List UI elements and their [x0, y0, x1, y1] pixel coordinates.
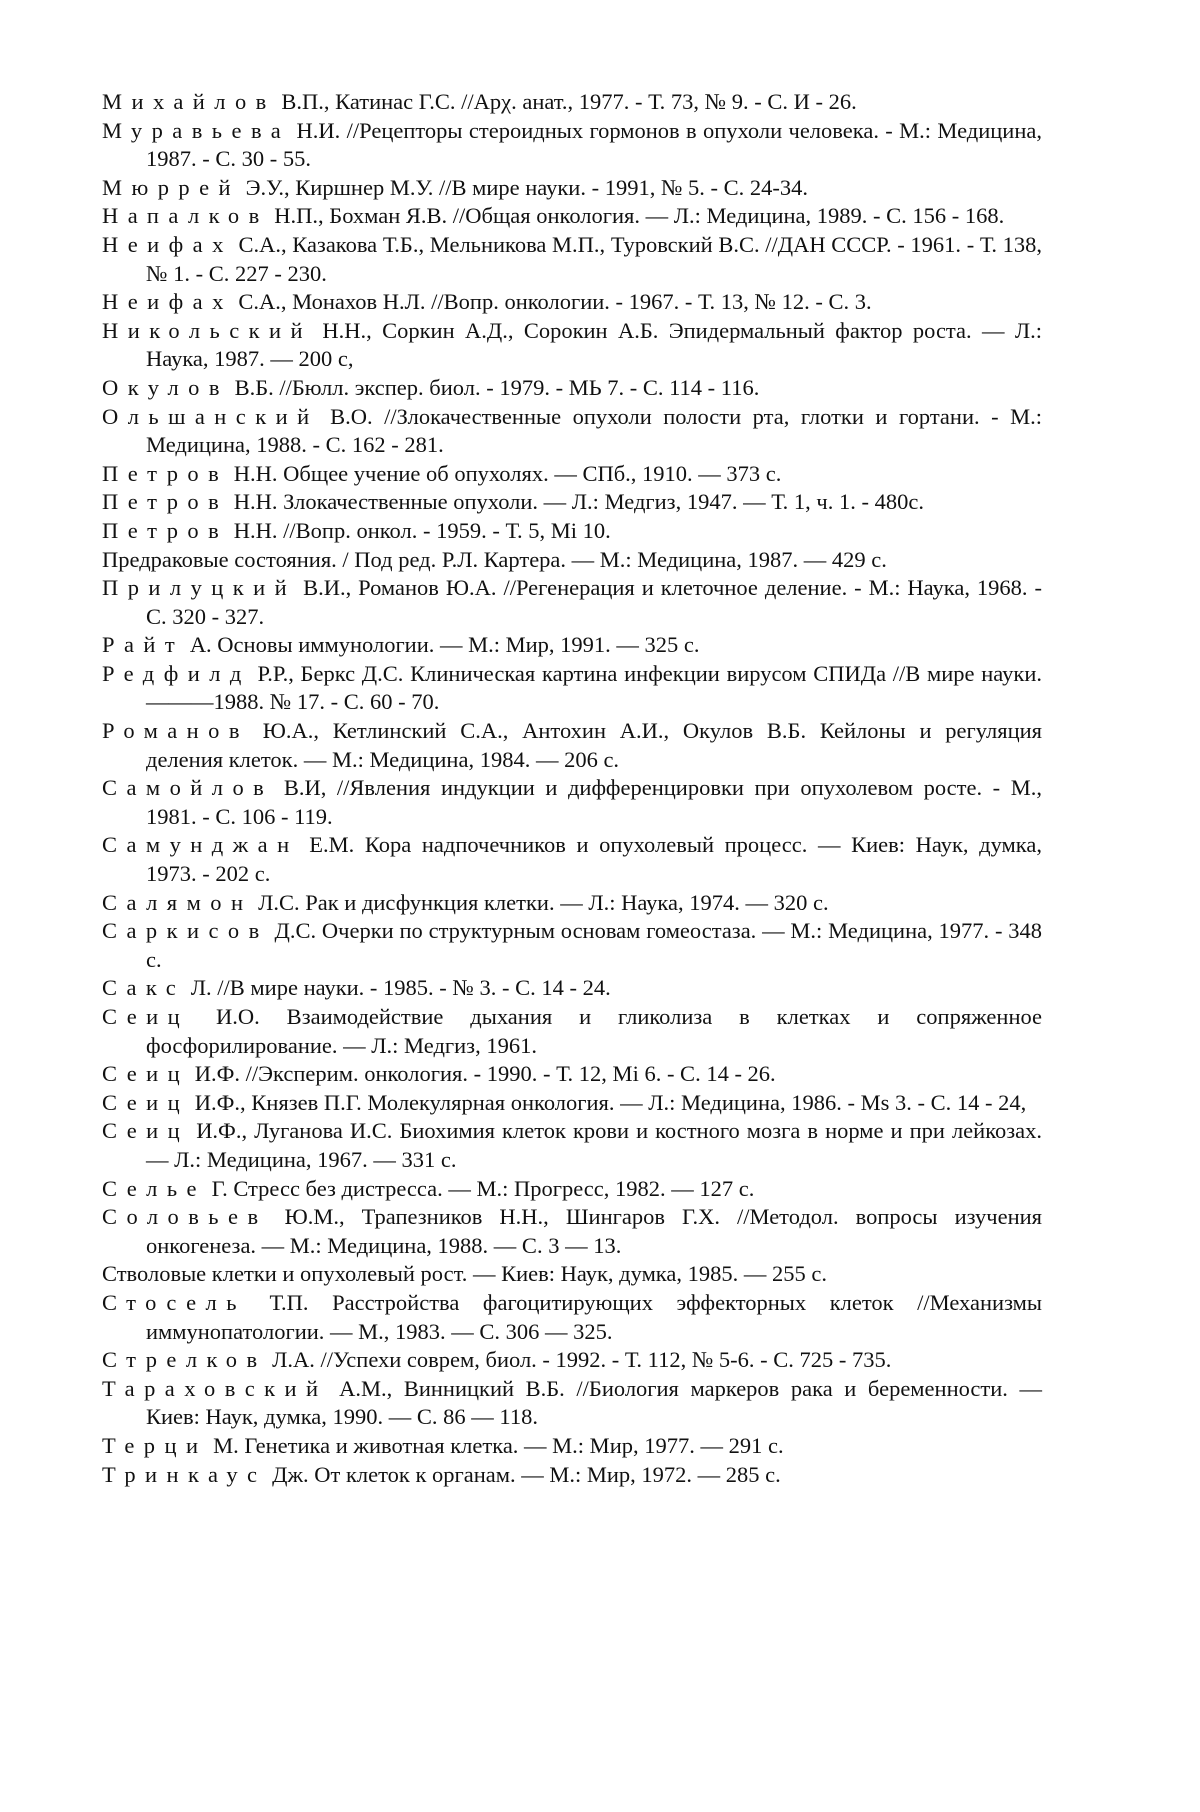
reference-text: Л.С. Рак и дисфункция клетки. — Л.: Наука, 1974. — 320 с.: [258, 889, 829, 915]
reference-author: Неифах: [102, 289, 233, 315]
reference-author: Стрелков: [102, 1347, 267, 1373]
reference-entry: [102, 202, 1042, 231]
reference-entry: [102, 1203, 1042, 1260]
reference-text: Г. Стресс без дистресса. — М.: Прогресс, 1982. — 127 с.: [211, 1175, 755, 1201]
reference-author: Салямон: [102, 889, 253, 915]
reference-entry: [102, 374, 1042, 403]
reference-text: В.И., Романов Ю.А. //Регенерация и клеточное деление. - М.: Наука, 1968. - С. 320 - 327.: [146, 575, 1042, 629]
reference-text: Ю.А., Кетлинский С.А., Антохин А.И., Окулов В.Б. Кейлоны и регуляция деления клеток. — М.: Медицина, 1984. — 206 с.: [146, 718, 1043, 772]
reference-entry: [102, 546, 1042, 575]
reference-author: Никольский: [102, 317, 313, 343]
reference-entry: [102, 174, 1042, 203]
reference-entry: [102, 1175, 1042, 1204]
reference-text: А. Основы иммунологии. — М.: Мир, 1991. — 325 с.: [189, 632, 700, 658]
reference-entry: [102, 1003, 1042, 1060]
reference-text: И.Ф. //Эксперим. онкология. - 1990. - Т. 12, Mi 6. - С. 14 - 26.: [194, 1061, 776, 1087]
reference-author: Тараховский: [102, 1375, 328, 1401]
reference-text: Н.И. //Рецепторы стероидных гормонов в опухоли человека. - М.: Медицина, 1987. - С. 30 - 55.: [146, 117, 1043, 172]
reference-text: И.Ф., Князев П.Г. Молекулярная онкология. — Л.: Медицина, 1986. - Ms 3. - С. 14 - 24,: [194, 1089, 1027, 1115]
reference-author: Селье: [102, 1175, 206, 1201]
reference-entry: [102, 403, 1042, 460]
reference-author: Сеиц: [102, 1061, 190, 1087]
reference-entry: [102, 317, 1042, 374]
reference-entry: [102, 460, 1042, 489]
reference-author: Сеиц: [102, 1089, 190, 1115]
reference-author: Окулов: [102, 374, 229, 400]
reference-text: Э.У., Киршнер М.У. //В мире науки. - 1991, № 5. - С. 24-34.: [245, 174, 809, 200]
reference-text: Стволовые клетки и опухолевый рост. — Киев: Наук, думка, 1985. — 255 с.: [102, 1261, 827, 1287]
reference-text: А.М., Винницкий В.Б. //Биология маркеров рака и беременности. — Киев: Наук, думка, 1990. — С. 86 — 118.: [146, 1375, 1042, 1430]
reference-author: Редфилд: [102, 660, 251, 686]
reference-entry: [102, 660, 1042, 717]
reference-author: Стосель: [102, 1289, 246, 1315]
reference-entry: [102, 117, 1042, 174]
reference-author: Райт: [102, 632, 185, 658]
reference-author: Неифах: [102, 231, 233, 257]
reference-author: Петров: [102, 517, 229, 543]
reference-text: Предраковые состояния. / Под ред. Р.Л. Картера. — М.: Медицина, 1987. — 429 с.: [102, 546, 887, 572]
reference-author: Самойлов: [102, 775, 274, 801]
reference-author: Напалков: [102, 203, 269, 229]
reference-entry: [102, 1461, 1042, 1490]
reference-entry: [102, 917, 1042, 974]
reference-author: Ольшанский: [102, 403, 319, 429]
reference-author: Романов: [102, 718, 249, 744]
reference-entry: [102, 774, 1042, 831]
reference-author: Саркисов: [102, 918, 269, 944]
reference-author: Тринкаус: [102, 1461, 267, 1487]
reference-author: Сакс: [102, 975, 186, 1001]
reference-entry: [102, 889, 1042, 918]
reference-entry: [102, 1375, 1042, 1432]
reference-entry: [102, 488, 1042, 517]
reference-author: Михайлов: [102, 89, 276, 114]
reference-text: Дж. От клеток к органам. — М.: Мир, 1972. — 285 с.: [272, 1461, 781, 1487]
reference-entry: [102, 288, 1042, 317]
reference-entry: [102, 831, 1042, 888]
reference-entry: [102, 1117, 1042, 1174]
reference-text: Л.А. //Успехи соврем, биол. - 1992. - Т. 112, № 5-6. - С. 725 - 735.: [272, 1347, 892, 1373]
reference-author: Самунджан: [102, 832, 299, 858]
reference-text: В.И, //Явления индукции и дифференцировки при опухолевом росте. - М., 1981. - С. 106 - 119.: [146, 775, 1042, 829]
reference-text: Т.П. Расстройства фагоцитирующих эффекторных клеток //Механизмы иммунопатологии. — М., 1983. — С. 306 — 325.: [146, 1289, 1042, 1344]
reference-text: Н.Н. //Вопр. онкол. - 1959. - Т. 5, Mi 10.: [233, 517, 611, 543]
reference-author: Соловьев: [102, 1204, 268, 1230]
reference-author: Терци: [102, 1432, 208, 1458]
reference-text: Л. //В мире науки. - 1985. - № 3. - С. 14 - 24.: [190, 975, 611, 1001]
reference-author: Сеиц: [102, 1004, 190, 1029]
reference-entry: [102, 88, 1042, 117]
reference-text: Д.С. Очерки по структурным основам гомеостаза. — М.: Медицина, 1977. - 348 с.: [146, 918, 1043, 972]
reference-text: С.А., Монахов Н.Л. //Вопр. онкологии. - 1967. - Т. 13, № 12. - С. 3.: [238, 289, 872, 315]
reference-text: Ю.М., Трапезников Н.Н., Шингаров Г.Х. //Методол. вопросы изучения онкогенеза. — М.: Медицина, 1988. — С. 3 — 13.: [146, 1204, 1043, 1258]
reference-text: И.Ф., Луганова И.С. Биохимия клеток крови и костного мозга в норме и при лейкозах. — Л.: Медицина, 1967. — 331 с.: [146, 1118, 1042, 1172]
reference-entry: [102, 231, 1042, 288]
reference-author: Муравьева: [102, 117, 291, 143]
reference-entry: [102, 974, 1042, 1003]
reference-text: И.О. Взаимодействие дыхания и гликолиза в клетках и сопряженное фосфорилирование. — Л.: Медгиз, 1961.: [146, 1004, 1042, 1058]
reference-text: В.П., Катинас Г.С. //Арχ. анат., 1977. - Т. 73, № 9. - С. И - 26.: [281, 89, 857, 114]
reference-text: М. Генетика и животная клетка. — М.: Мир, 1977. — 291 с.: [213, 1432, 784, 1458]
reference-entry: [102, 574, 1042, 631]
reference-text: Н.П., Бохман Я.В. //Общая онкология. — Л.: Медицина, 1989. - С. 156 - 168.: [274, 203, 1005, 229]
reference-text: Е.М. Кора надпочечников и опухолевый процесс. — Киев: Наук, думка, 1973. - 202 с.: [146, 832, 1042, 887]
reference-author: Петров: [102, 489, 229, 515]
reference-entry: [102, 1260, 1042, 1289]
reference-entry: [102, 1060, 1042, 1089]
reference-entry: [102, 1289, 1042, 1346]
reference-text: Н.Н. Общее учение об опухолях. — СПб., 1910. — 373 с.: [233, 460, 782, 486]
reference-text: Н.Н. Злокачественные опухоли. — Л.: Медгиз, 1947. — Т. 1, ч. 1. - 480с.: [233, 489, 924, 515]
reference-text: С.А., Казакова Т.Б., Мельникова М.П., Туровский В.С. //ДАН СССР. - 1961. - Т. 138, № 1. - С. 227 - 230.: [146, 231, 1042, 286]
reference-entry: [102, 631, 1042, 660]
reference-author: Петров: [102, 460, 229, 486]
reference-entry: [102, 1432, 1042, 1461]
reference-text: Н.Н., Соркин А.Д., Сорокин А.Б. Эпидермальный фактор роста. — Л.: Наука, 1987. — 200 с,: [146, 317, 1042, 372]
reference-text: Р.Р., Беркс Д.С. Клиническая картина инфекции вирусом СПИДа //В мире науки.———1988. № 17. - С. 60 - 70.: [146, 660, 1042, 715]
reference-entry: [102, 1346, 1042, 1375]
reference-author: Прилуцкий: [102, 575, 297, 601]
reference-entry: [102, 517, 1042, 546]
reference-text: В.О. //Злокачественные опухоли полости рта, глотки и гортани. - М.: Медицина, 1988. - С. 162 - 281.: [146, 403, 1043, 458]
reference-author: Сеиц: [102, 1118, 190, 1144]
reference-entry: [102, 717, 1042, 774]
reference-list: [102, 88, 1042, 1489]
reference-author: Мюррей: [102, 174, 241, 200]
reference-entry: [102, 1089, 1042, 1118]
reference-text: В.Б. //Бюлл. экспер. биол. - 1979. - МЬ 7. - С. 114 - 116.: [234, 374, 760, 400]
